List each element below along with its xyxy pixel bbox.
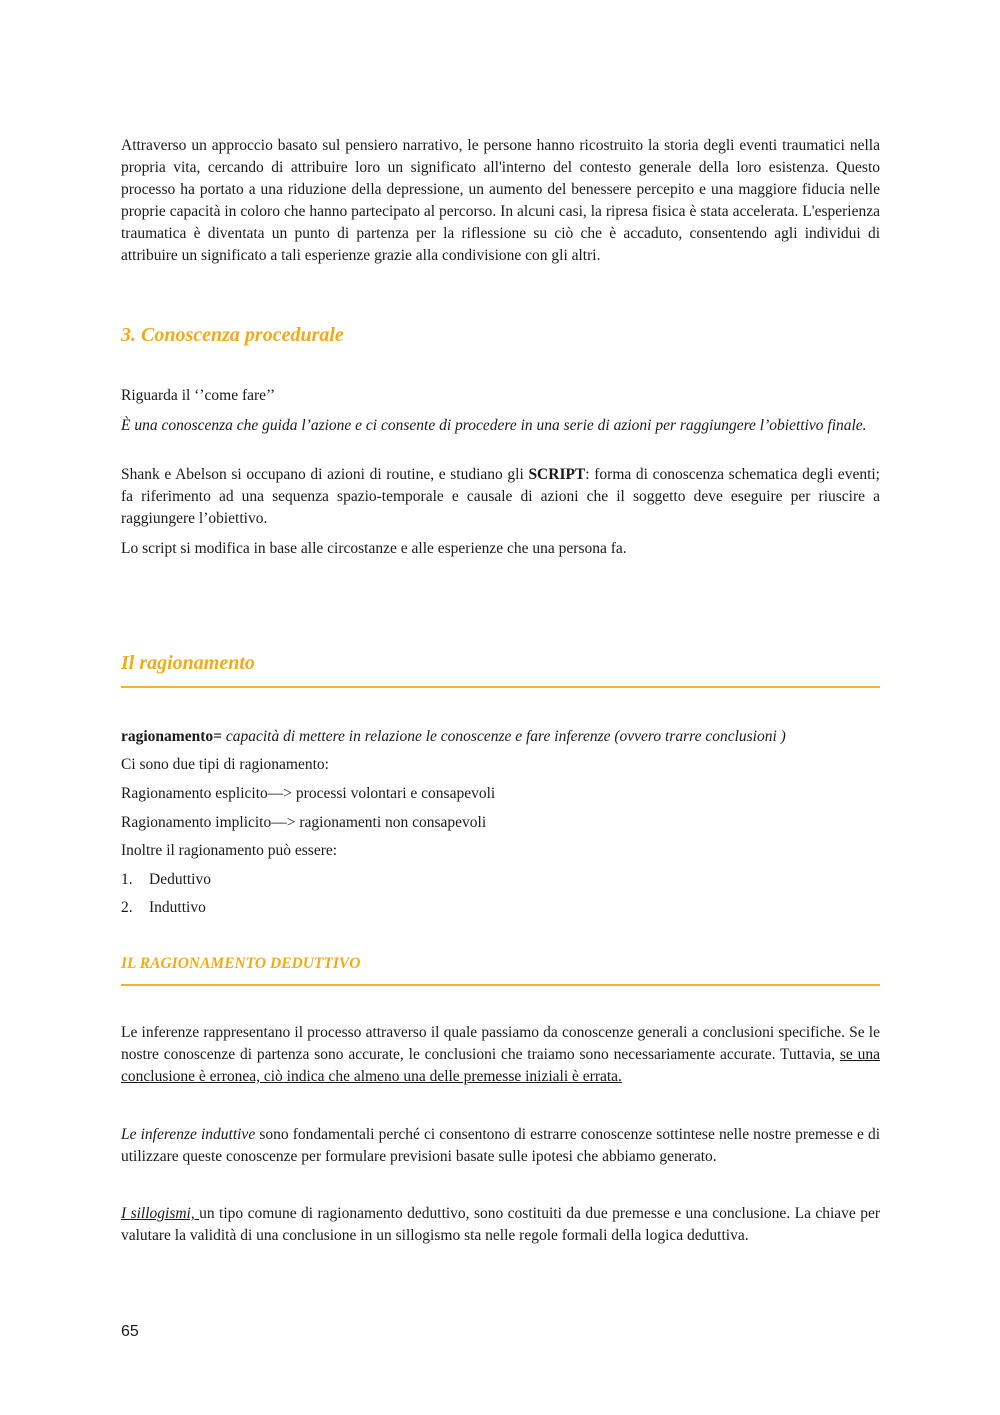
ragionamento-esplicito-line: Ragionamento esplicito—> processi volontari e consapevoli (121, 785, 496, 802)
page-number: 65 (121, 1323, 139, 1340)
heading-divider-deduttivo (121, 984, 880, 986)
deduttivo-paragraph-1 (121, 1022, 880, 1088)
section3-italic-definition: È una conoscenza che guida l’azione e ci consente di procedere in una serie di azioni per raggiungere l’obiettivo finale. (121, 417, 867, 434)
list-item-number: 1. (121, 871, 133, 888)
list-item-label: Deduttivo (149, 871, 211, 888)
definition-text: capacità di mettere in relazione le conoscenze e fare inferenze (ovvero trarre conclusioni ) (221, 728, 786, 745)
script-pre-text: Shank e Abelson si occupano di azioni di routine, e studiano gli (121, 466, 529, 483)
section-heading-conoscenza-procedurale: 3. Conoscenza procedurale (121, 324, 344, 346)
intro-paragraph: Attraverso un approccio basato sul pensiero narrativo, le persone hanno ricostruito la storia degli eventi traumatici nella propria vita, cercando di attribuire loro un significato all'interno del contesto generale della loro esistenza. Questo processo ha portato a una riduzione della depressione, un aumento del benessere percepito e una maggiore fiducia nelle proprie capacità in coloro che hanno partecipato al percorso. In alcuni casi, la ripresa fisica è stata accelerata. L'esperienza traumatica è diventata un punto di partenza per la riflessione su ciò che è accaduto, consentendo agli individui di attribuire un significato a tali esperienze grazie alla condivisione con gli altri. (121, 137, 880, 264)
list-item (121, 897, 206, 919)
section3-last-line: Lo script si modifica in base alle circostanze e alle esperienze che una persona fa. (121, 540, 627, 557)
list-item-number: 2. (121, 899, 133, 916)
p2-text: sono fondamentali perché ci consentono di estrarre conoscenze sottintese nelle nostre premesse e di utilizzare queste conoscenze per formulare previsioni basate sulle ipotesi che abbiamo generato. (121, 1126, 880, 1165)
section-heading-ragionamento: Il ragionamento (121, 652, 255, 674)
subsection-heading-ragionamento-deduttivo: IL RAGIONAMENTO DEDUTTIVO (121, 955, 361, 972)
p1-underlined-text: se una conclusione è erronea, ciò indica che almeno una delle premesse iniziali è errata. (121, 1046, 880, 1085)
script-post-text: : forma di conoscenza schematica degli eventi; fa riferimento ad una sequenza spazio-temporale e causale di azioni che il soggetto deve eseguire per riuscire a raggiungere l’obiettivo. (121, 466, 880, 527)
ragionamento-types-line: Ci sono due tipi di ragionamento: (121, 756, 329, 773)
p1-text: Le inferenze rappresentano il processo attraverso il quale passiamo da conoscenze generali a conclusioni specifiche. Se le nostre conoscenze di partenza sono accurate, le conclusioni che traiamo sono necessariamente accurate. Tuttavia, (121, 1024, 880, 1063)
p3-text: un tipo comune di ragionamento deduttivo, sono costituiti da due premesse e una conclusione. La chiave per valutare la validità di una conclusione in un sillogismo sta nelle regole formali della logica deduttiva. (121, 1205, 880, 1244)
heading-divider-ragionamento (121, 686, 880, 688)
ragionamento-implicito-line: Ragionamento implicito—> ragionamenti non consapevoli (121, 814, 487, 831)
definition-term: ragionamento= (121, 728, 222, 745)
ragionamento-inoltre-line: Inoltre il ragionamento può essere: (121, 842, 338, 859)
p2-italic-term: Le inferenze induttive (121, 1126, 256, 1143)
section3-script-paragraph (121, 464, 880, 530)
section3-line-come-fare: Riguarda il ‘’come fare’’ (121, 387, 276, 404)
script-bold-term: SCRIPT (528, 466, 586, 483)
deduttivo-paragraph-2 (121, 1124, 880, 1168)
list-item (121, 869, 211, 891)
deduttivo-paragraph-3 (121, 1203, 880, 1247)
ragionamento-definition (121, 726, 880, 748)
p3-italic-term: I sillogismi, (121, 1205, 200, 1222)
list-item-label: Induttivo (149, 899, 206, 916)
